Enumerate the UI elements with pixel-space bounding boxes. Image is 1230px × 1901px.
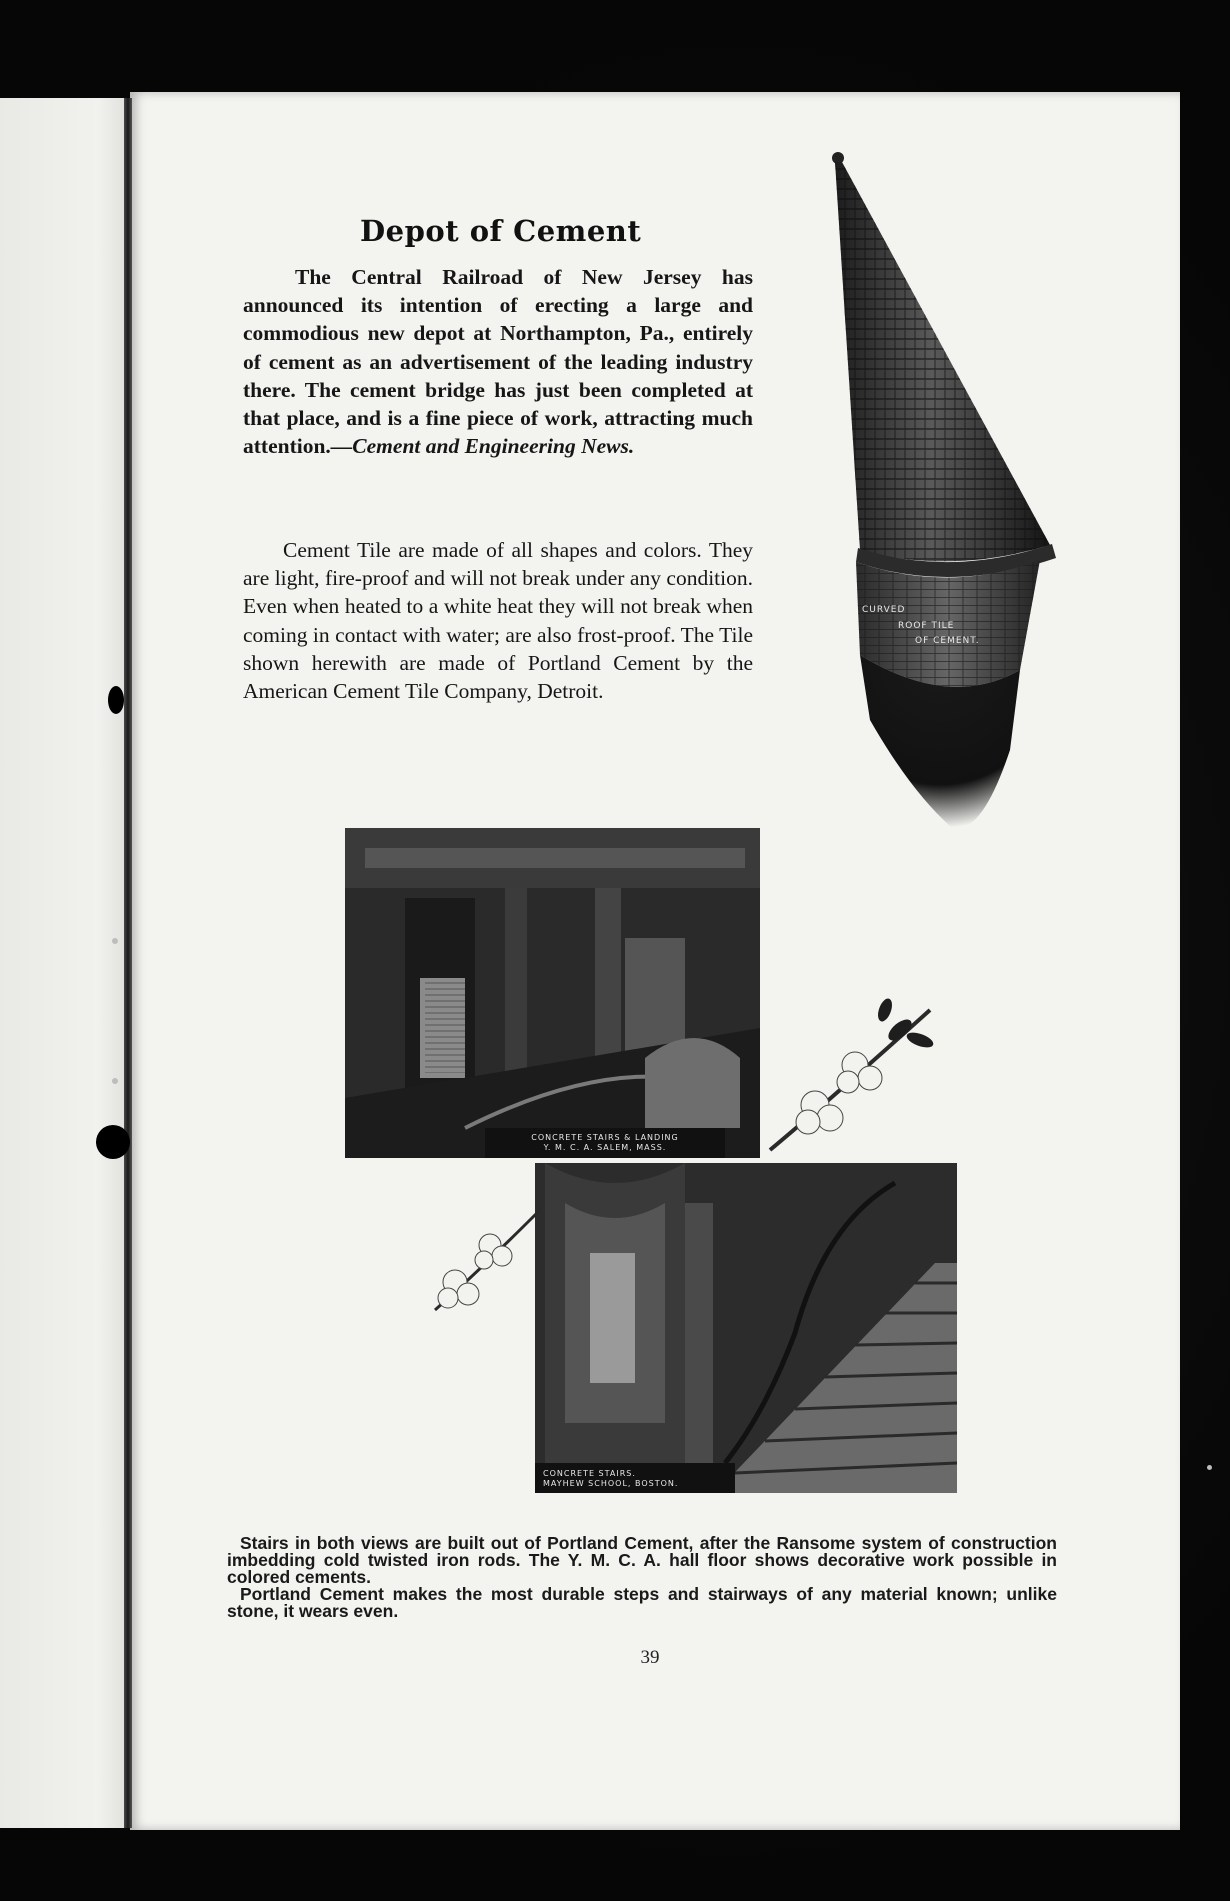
photo-caption [485, 1133, 725, 1153]
scan-speck [112, 938, 118, 944]
photo-caption-line: CONCRETE STAIRS & LANDING [531, 1133, 679, 1142]
photo-mayhew-stairs [535, 1163, 957, 1493]
tower-label: OF CEMENT. [915, 636, 980, 646]
scan-speck [1207, 1465, 1212, 1470]
photo-caption-line: MAYHEW SCHOOL, BOSTON. [543, 1479, 679, 1488]
scan-speck [112, 1078, 118, 1084]
roof-tile-tower-illustration [830, 150, 1060, 830]
photo-caption-line: CONCRETE STAIRS. [543, 1469, 636, 1478]
facing-page-edge [0, 98, 140, 1828]
tower-label: ROOF TILE [898, 621, 955, 631]
binding-hole [108, 686, 124, 714]
paragraph-text: The Central Railroad of New Jersey has announced its intention of erecting a large and commodious new depot at Northampton, Pa., entirely of cement as an advertisement of the leading industry there. The cement bridge has just been completed at that place, and is a fine piece of work, attracting much attention. [243, 265, 753, 459]
article-paragraph-depot [243, 263, 753, 460]
article-title: Depot of Cement [360, 214, 642, 248]
photo-caption-line: Y. M. C. A. SALEM, MASS. [543, 1143, 667, 1152]
article-paragraph-tile: Cement Tile are made of all shapes and colors. They are light, fire-proof and will not break under any condition. Even when heated to a white heat they will not break when coming in contact with water; are also frost-proof. The Tile shown herewith are made of Portland Cement by the American Cement Tile Company, Detroit. [243, 538, 753, 704]
binding-hole [96, 1125, 130, 1159]
binding-gutter [124, 98, 132, 1828]
staircase-image [535, 1163, 957, 1493]
blossom-branch-icon [430, 1200, 545, 1320]
blossom-branch-icon [760, 990, 940, 1160]
stair-hall-image [345, 828, 760, 1158]
footnote [227, 1535, 1057, 1620]
photo-ymca-stairs [345, 828, 760, 1158]
tower-label: CURVED [862, 605, 906, 615]
footnote-paragraph: Portland Cement makes the most durable steps and stairways of any material known; unlike stone, it wears even. [227, 1584, 1057, 1621]
citation: —Cement and Engineering News. [330, 434, 635, 459]
footnote-paragraph: Stairs in both views are built out of Portland Cement, after the Ransome system of construction imbedding cold twisted iron rods. The Y. M. C. A. hall floor shows decorative work possible in colored cements. [227, 1533, 1057, 1587]
photo-caption [543, 1469, 743, 1489]
page-number: 39 [640, 1647, 660, 1668]
